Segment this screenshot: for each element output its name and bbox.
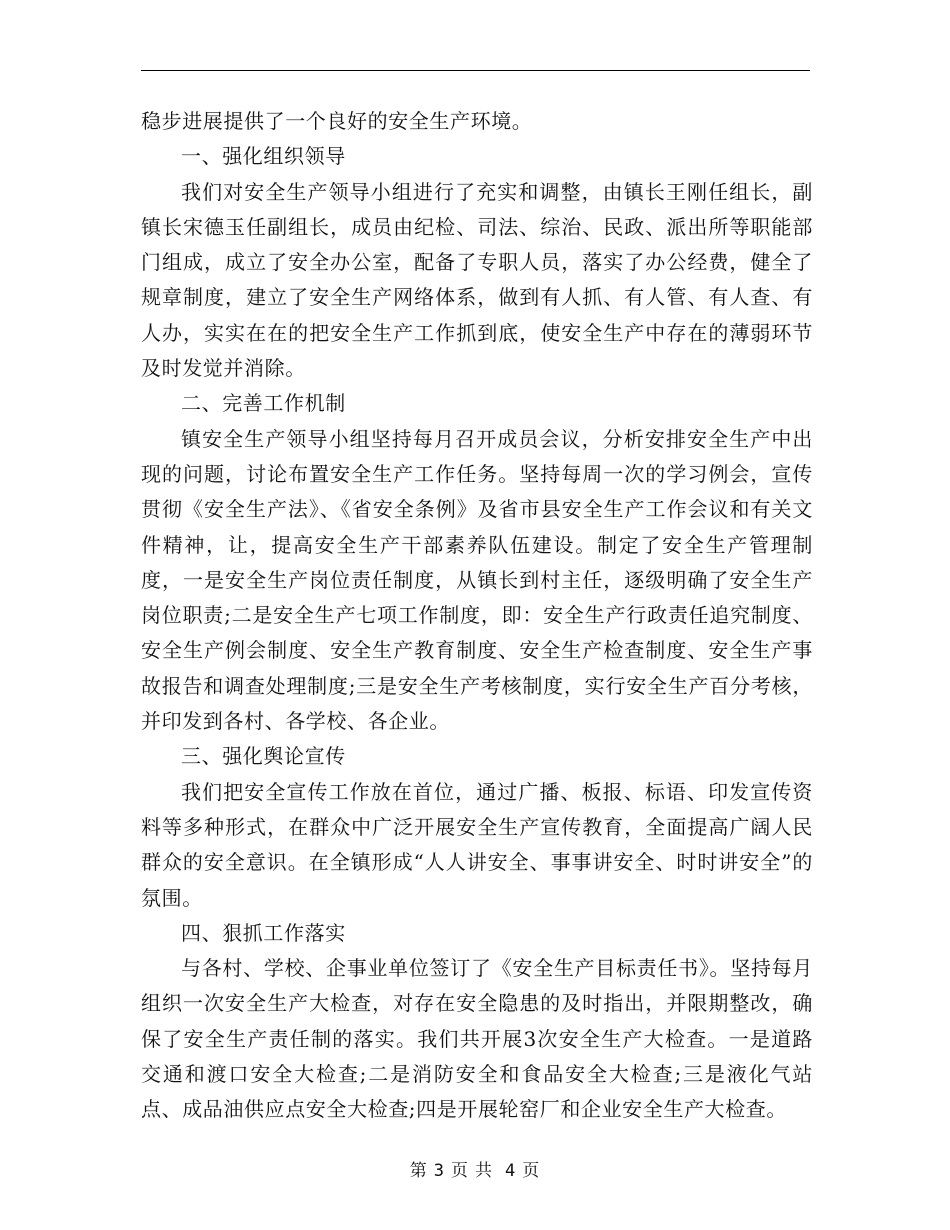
paragraph-mechanism: 镇安全生产领导小组坚持每月召开成员会议，分析安排安全生产中出现的问题，讨论布置安全生产工作任务。坚持每周一次的学习例会，宣传贯彻《安全生产法》、《省安全条例》及省市县安全生产工作会议和有关文件精神，让，提高安全生产干部素养队伍建设。制定了安全生产管理制度，一是安全生产岗位责任制度，从镇长到村主任，逐级明确了安全生产岗位职责;二是安全生产七项工作制度，即：安全生产行政责任追究制度、安全生产例会制度、安全生产教育制度、安全生产检查制度、安全生产事故报告和调查处理制度;三是安全生产考核制度，实行安全生产百分考核，并印发到各村、各学校、各企业。 — [141, 426, 813, 734]
paragraph-implementation: 与各村、学校、企事业单位签订了《安全生产目标责任书》。坚持每月组织一次安全生产大检查，对存在安全隐患的及时指出，并限期整改，确保了安全生产责任制的落实。我们共开展3次安全生产大检查。一是道路交通和渡口安全大检查;二是消防安全和食品安全大检查;三是液化气站点、成品油供应点安全大检查;四是开展轮窑厂和企业安全生产大检查。 — [141, 956, 813, 1122]
section-heading-2: 二、完善工作机制 — [181, 391, 346, 416]
total-page-number: 4 — [505, 1161, 517, 1181]
section-heading-1: 一、强化组织领导 — [181, 144, 346, 169]
section-heading-4: 四、狠抓工作落实 — [181, 920, 346, 945]
page-footer — [0, 1156, 950, 1181]
paragraph-continuation: 稳步进展提供了一个良好的安全生产环境。 — [141, 109, 533, 133]
footer-suffix: 页 — [522, 1161, 541, 1181]
paragraph-publicity: 我们把安全宣传工作放在首位，通过广播、板报、标语、印发宣传资料等多种形式，在群众中广泛开展安全生产宣传教育，全面提高广阔人民群众的安全意识。在全镇形成“人人讲安全、事事讲安全、时时讲安全”的氛围。 — [141, 779, 813, 910]
current-page-number: 3 — [433, 1161, 445, 1181]
section-heading-3: 三、强化舆论宣传 — [181, 744, 346, 769]
footer-total-word: 共 — [475, 1161, 493, 1181]
document-body — [141, 104, 813, 1128]
paragraph-organization: 我们对安全生产领导小组进行了充实和调整，由镇长王刚任组长，副镇长宋德玉任副组长，成员由纪检、司法、综治、民政、派出所等职能部门组成，成立了安全办公室，配备了专职人员，落实了办公经费，健全了规章制度，建立了安全生产网络体系，做到有人抓、有人管、有人查、有人办，实实在在的把安全生产工作抓到底，使安全生产中存在的薄弱环节及时发觉并消除。 — [141, 179, 813, 381]
header-rule — [141, 70, 810, 71]
footer-prefix: 第 — [409, 1161, 428, 1181]
footer-page-word: 页 — [451, 1161, 469, 1181]
